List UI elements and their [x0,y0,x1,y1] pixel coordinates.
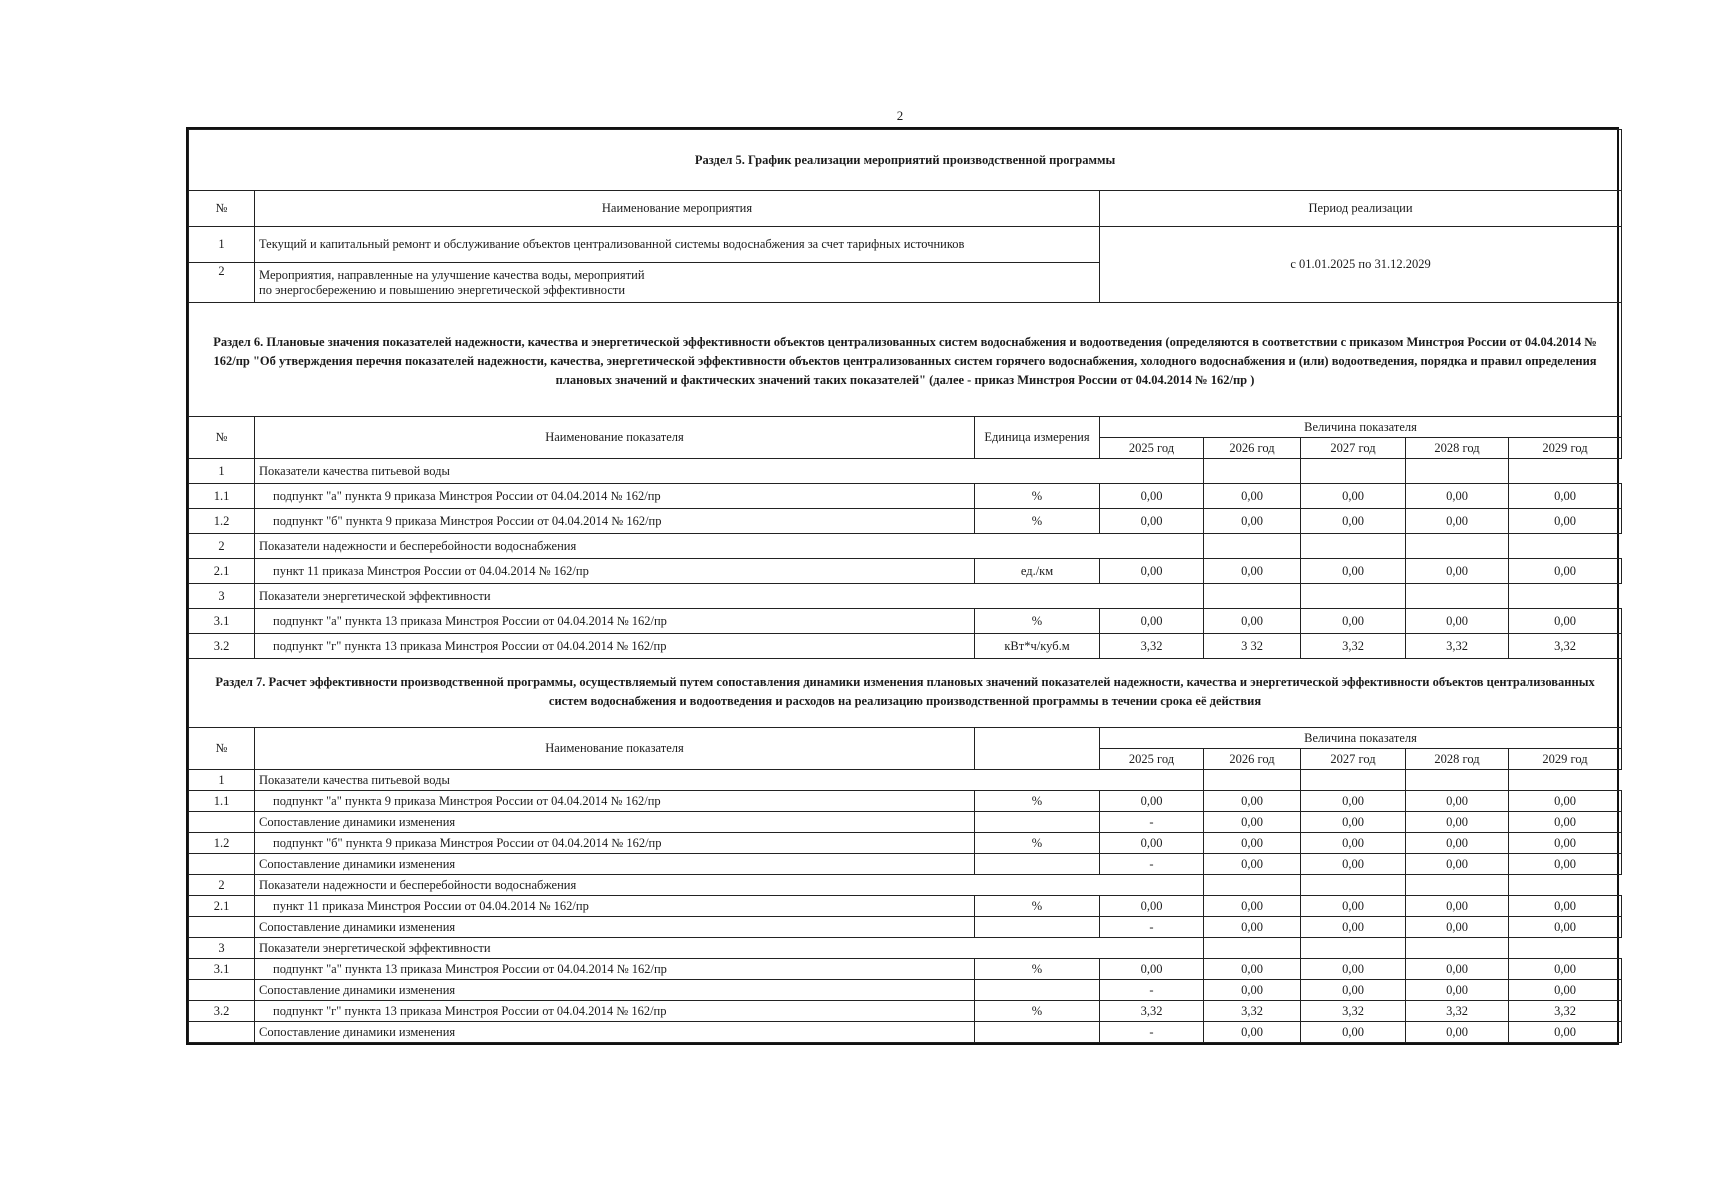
s7-year-2028: 2028 год [1406,749,1509,770]
s7-row-value-2026: 3,32 [1204,1001,1301,1022]
s7-row [189,938,1622,959]
s7-row-name: подпункт "а" пункта 13 приказа Минстроя России от 04.04.2014 № 162/пр [255,959,975,980]
s7-row-unit: % [975,1001,1100,1022]
s7-row-value-2029: 0,00 [1509,980,1622,1001]
s6-row-value-2029: 3,32 [1509,634,1622,659]
s7-row-unit: % [975,791,1100,812]
s6-year-2026: 2026 год [1204,438,1301,459]
s6-row-value-2026: 0,00 [1204,509,1301,534]
s7-row-value-2029: 0,00 [1509,1022,1622,1043]
s7-row-name: Показатели качества питьевой воды [255,770,1204,791]
s7-row-num [189,812,255,833]
s7-row [189,875,1622,896]
s6-body [189,459,1622,659]
s7-year-2026: 2026 год [1204,749,1301,770]
s6-row-num: 2 [189,534,255,559]
s7-row [189,854,1622,875]
s7-row-empty [1204,938,1301,959]
s7-row-unit [975,980,1100,1001]
s7-row-num: 2 [189,875,255,896]
s6-row-num: 1.1 [189,484,255,509]
s7-row-value-2026: 0,00 [1204,1022,1301,1043]
s7-row-unit: % [975,833,1100,854]
s7-row-value-2026: 0,00 [1204,980,1301,1001]
s7-row-value-2028: 3,32 [1406,1001,1509,1022]
s7-row [189,1001,1622,1022]
s7-row [189,896,1622,917]
s6-row-empty [1204,534,1301,559]
s6-row-num: 3.1 [189,609,255,634]
section7-title: Раздел 7. Расчет эффективности производственной программы, осуществляемый путем сопоставления динамики изменения плановых значений показателей надежности, качества и энергетической эффективности объектов централизованных систем водоснабжения и водоотведения и расходов на реализацию производственной программы в течении срока её действия [189,659,1622,728]
s7-row [189,959,1622,980]
s5-row2-name-line1: Мероприятия, направленные на улучшение качества воды, мероприятий [259,267,645,282]
s6-row-value-2026: 0,00 [1204,484,1301,509]
s7-row-value-2027: 0,00 [1301,1022,1406,1043]
s7-row-num [189,854,255,875]
s6-row-num: 3 [189,584,255,609]
s7-row-num: 1.2 [189,833,255,854]
s6-row-unit: ед./км [975,559,1100,584]
s7-header-num: № [189,728,255,770]
s7-row-value-2027: 0,00 [1301,896,1406,917]
s6-row-value-2027: 0,00 [1301,559,1406,584]
s6-row-name: Показатели качества питьевой воды [255,459,1204,484]
s7-row-value-2028: 0,00 [1406,917,1509,938]
s7-row-value-2025: - [1100,854,1204,875]
s7-row [189,770,1622,791]
s7-row-num: 2.1 [189,896,255,917]
s6-row-value-2025: 0,00 [1100,559,1204,584]
s7-row-name: Показатели надежности и бесперебойности водоснабжения [255,875,1204,896]
s6-row-name: подпункт "а" пункта 13 приказа Минстроя России от 04.04.2014 № 162/пр [255,609,975,634]
s7-row-value-2025: 3,32 [1100,1001,1204,1022]
s7-row-value-2029: 0,00 [1509,959,1622,980]
s7-row-unit [975,917,1100,938]
s5-header-name: Наименование мероприятия [255,191,1100,227]
s7-row-value-2027: 3,32 [1301,1001,1406,1022]
s6-row-value-2029: 0,00 [1509,609,1622,634]
s7-row-name: Сопоставление динамики изменения [255,980,975,1001]
production-program-table [188,129,1622,1043]
s6-row-value-2028: 0,00 [1406,609,1509,634]
s7-row-unit: % [975,896,1100,917]
s6-row-num: 2.1 [189,559,255,584]
s6-row-empty [1301,534,1406,559]
s6-row-name: Показатели энергетической эффективности [255,584,1204,609]
s7-row-name: Сопоставление динамики изменения [255,812,975,833]
s6-row-empty [1406,584,1509,609]
s7-row-value-2028: 0,00 [1406,959,1509,980]
s7-header-unit [975,728,1100,770]
s7-year-2029: 2029 год [1509,749,1622,770]
document-frame [186,127,1619,1045]
s7-row-name: подпункт "б" пункта 9 приказа Минстроя России от 04.04.2014 № 162/пр [255,833,975,854]
s7-header-value: Величина показателя [1100,728,1622,749]
s7-row-num: 1 [189,770,255,791]
s6-row-value-2029: 0,00 [1509,509,1622,534]
s7-row-value-2029: 0,00 [1509,854,1622,875]
s7-row-value-2028: 0,00 [1406,1022,1509,1043]
s6-row-value-2027: 0,00 [1301,484,1406,509]
s7-row-num: 3.1 [189,959,255,980]
s5-row2-name [255,263,1100,303]
s7-row-empty [1301,770,1406,791]
s6-row-value-2029: 0,00 [1509,484,1622,509]
s5-row1-name: Текущий и капитальный ремонт и обслуживание объектов централизованной системы водоснабжения за счет тарифных источников [255,227,1100,263]
s6-row-name: пункт 11 приказа Минстроя России от 04.04.2014 № 162/пр [255,559,975,584]
s7-row [189,1022,1622,1043]
s6-row [189,609,1622,634]
s7-row-value-2025: - [1100,812,1204,833]
s7-row-value-2025: 0,00 [1100,959,1204,980]
s7-row-value-2027: 0,00 [1301,854,1406,875]
s7-row [189,980,1622,1001]
s6-year-2027: 2027 год [1301,438,1406,459]
s6-header-num: № [189,417,255,459]
s6-header-unit: Единица измерения [975,417,1100,459]
s6-row-value-2029: 0,00 [1509,559,1622,584]
s6-row-value-2027: 3,32 [1301,634,1406,659]
s7-row-value-2029: 3,32 [1509,1001,1622,1022]
s6-row-value-2025: 0,00 [1100,609,1204,634]
s7-row-value-2026: 0,00 [1204,854,1301,875]
s7-row-name: Показатели энергетической эффективности [255,938,1204,959]
s7-row-value-2029: 0,00 [1509,833,1622,854]
s6-row-unit: кВт*ч/куб.м [975,634,1100,659]
s6-row-num: 1 [189,459,255,484]
section5-title: Раздел 5. График реализации мероприятий производственной программы [189,130,1622,191]
s6-row-unit: % [975,609,1100,634]
s7-row-value-2028: 0,00 [1406,854,1509,875]
s6-row [189,509,1622,534]
s7-row-empty [1301,938,1406,959]
s6-row-empty [1406,459,1509,484]
s7-row-value-2028: 0,00 [1406,812,1509,833]
s7-row-value-2026: 0,00 [1204,833,1301,854]
s7-body [189,770,1622,1043]
s7-row-name: пункт 11 приказа Минстроя России от 04.04.2014 № 162/пр [255,896,975,917]
s6-row-value-2026: 0,00 [1204,609,1301,634]
s7-row-value-2029: 0,00 [1509,896,1622,917]
s7-row-num: 3 [189,938,255,959]
s7-row-value-2027: 0,00 [1301,959,1406,980]
section6-title: Раздел 6. Плановые значения показателей надежности, качества и энергетической эффективности объектов централизованных систем водоснабжения и водоотведения (определяются в соответствии с приказом Минстроя России от 04.04.2014 № 162/пр "Об утверждения перечня показателей надежности, качества, энергетической эффективности объектов централизованных систем горячего водоснабжения, холодного водоснабжения и (или) водоотведения, порядка и правил определения плановых значений и фактических значений таких показателей" (далее - приказ Минстроя России от 04.04.2014 № 162/пр ) [189,303,1622,417]
s5-period: с 01.01.2025 по 31.12.2029 [1100,227,1622,303]
s6-row-value-2025: 0,00 [1100,509,1204,534]
s6-row-unit: % [975,484,1100,509]
s6-row-value-2027: 0,00 [1301,509,1406,534]
s5-row2-name-line2: по энергосбережению и повышению энергетической эффективности [259,282,626,297]
s7-year-2027: 2027 год [1301,749,1406,770]
s6-row [189,534,1622,559]
s6-row-unit: % [975,509,1100,534]
s6-header-name: Наименование показателя [255,417,975,459]
s7-row-value-2028: 0,00 [1406,791,1509,812]
s6-row-empty [1406,534,1509,559]
s6-row-name: подпункт "г" пункта 13 приказа Минстроя России от 04.04.2014 № 162/пр [255,634,975,659]
s7-row-value-2026: 0,00 [1204,917,1301,938]
s7-row-value-2028: 0,00 [1406,833,1509,854]
s7-row-empty [1204,875,1301,896]
s7-row [189,812,1622,833]
s7-row-value-2027: 0,00 [1301,980,1406,1001]
s7-row-value-2027: 0,00 [1301,812,1406,833]
s6-row-empty [1301,584,1406,609]
s6-row-value-2026: 3 32 [1204,634,1301,659]
s6-row-value-2025: 0,00 [1100,484,1204,509]
s6-row-num: 3.2 [189,634,255,659]
s6-year-2028: 2028 год [1406,438,1509,459]
s7-row-num [189,917,255,938]
s7-row-empty [1406,875,1509,896]
s6-row-value-2027: 0,00 [1301,609,1406,634]
s6-row [189,559,1622,584]
s6-row-value-2028: 0,00 [1406,484,1509,509]
s6-row-value-2028: 0,00 [1406,509,1509,534]
s5-row1-num: 1 [189,227,255,263]
s6-row-empty [1204,459,1301,484]
s6-row-empty [1301,459,1406,484]
s7-row-value-2026: 0,00 [1204,896,1301,917]
s7-row-value-2026: 0,00 [1204,812,1301,833]
s6-row-value-2028: 0,00 [1406,559,1509,584]
s6-row-value-2028: 3,32 [1406,634,1509,659]
s6-row [189,484,1622,509]
s7-header-name: Наименование показателя [255,728,975,770]
s7-row-value-2027: 0,00 [1301,791,1406,812]
s7-row-unit [975,1022,1100,1043]
s7-row-unit: % [975,959,1100,980]
s7-row-name: Сопоставление динамики изменения [255,854,975,875]
s6-row [189,459,1622,484]
s6-row-name: подпункт "б" пункта 9 приказа Минстроя России от 04.04.2014 № 162/пр [255,509,975,534]
s6-row-empty [1204,584,1301,609]
s7-row [189,791,1622,812]
s7-row-name: подпункт "г" пункта 13 приказа Минстроя России от 04.04.2014 № 162/пр [255,1001,975,1022]
s7-row-value-2025: 0,00 [1100,791,1204,812]
s7-row-num: 3.2 [189,1001,255,1022]
s7-row-num: 1.1 [189,791,255,812]
s5-header-num: № [189,191,255,227]
s7-row-value-2025: 0,00 [1100,833,1204,854]
s6-row [189,634,1622,659]
s6-year-2025: 2025 год [1100,438,1204,459]
s7-row-name: Сопоставление динамики изменения [255,917,975,938]
s7-row-empty [1406,938,1509,959]
s7-row-value-2025: - [1100,917,1204,938]
s7-row-value-2026: 0,00 [1204,791,1301,812]
s7-row-value-2025: - [1100,1022,1204,1043]
s6-row-num: 1.2 [189,509,255,534]
s6-row [189,584,1622,609]
s7-row-value-2025: 0,00 [1100,896,1204,917]
s6-row-value-2026: 0,00 [1204,559,1301,584]
s7-row-num [189,980,255,1001]
s7-row-value-2028: 0,00 [1406,896,1509,917]
s7-row-value-2028: 0,00 [1406,980,1509,1001]
s6-year-2029: 2029 год [1509,438,1622,459]
s7-row-unit [975,812,1100,833]
s6-row-value-2025: 3,32 [1100,634,1204,659]
s7-row-value-2029: 0,00 [1509,812,1622,833]
s7-row-unit [975,854,1100,875]
s7-row-empty [1406,770,1509,791]
s7-row-name: Сопоставление динамики изменения [255,1022,975,1043]
s7-row [189,833,1622,854]
s7-row-empty [1301,875,1406,896]
s7-row-value-2026: 0,00 [1204,959,1301,980]
s7-row-value-2029: 0,00 [1509,791,1622,812]
s7-row-num [189,1022,255,1043]
s7-row-value-2025: - [1100,980,1204,1001]
s7-row-empty [1204,770,1301,791]
s6-row-name: подпункт "а" пункта 9 приказа Минстроя России от 04.04.2014 № 162/пр [255,484,975,509]
s7-row-name: подпункт "а" пункта 9 приказа Минстроя России от 04.04.2014 № 162/пр [255,791,975,812]
s6-header-value: Величина показателя [1100,417,1622,438]
page-number: 2 [896,108,904,123]
s6-row-name: Показатели надежности и бесперебойности водоснабжения [255,534,1204,559]
s7-row-value-2029: 0,00 [1509,917,1622,938]
s7-row [189,917,1622,938]
s5-header-period: Период реализации [1100,191,1622,227]
s5-row2-num: 2 [189,263,255,303]
s7-row-value-2027: 0,00 [1301,917,1406,938]
s7-row-value-2027: 0,00 [1301,833,1406,854]
s7-year-2025: 2025 год [1100,749,1204,770]
